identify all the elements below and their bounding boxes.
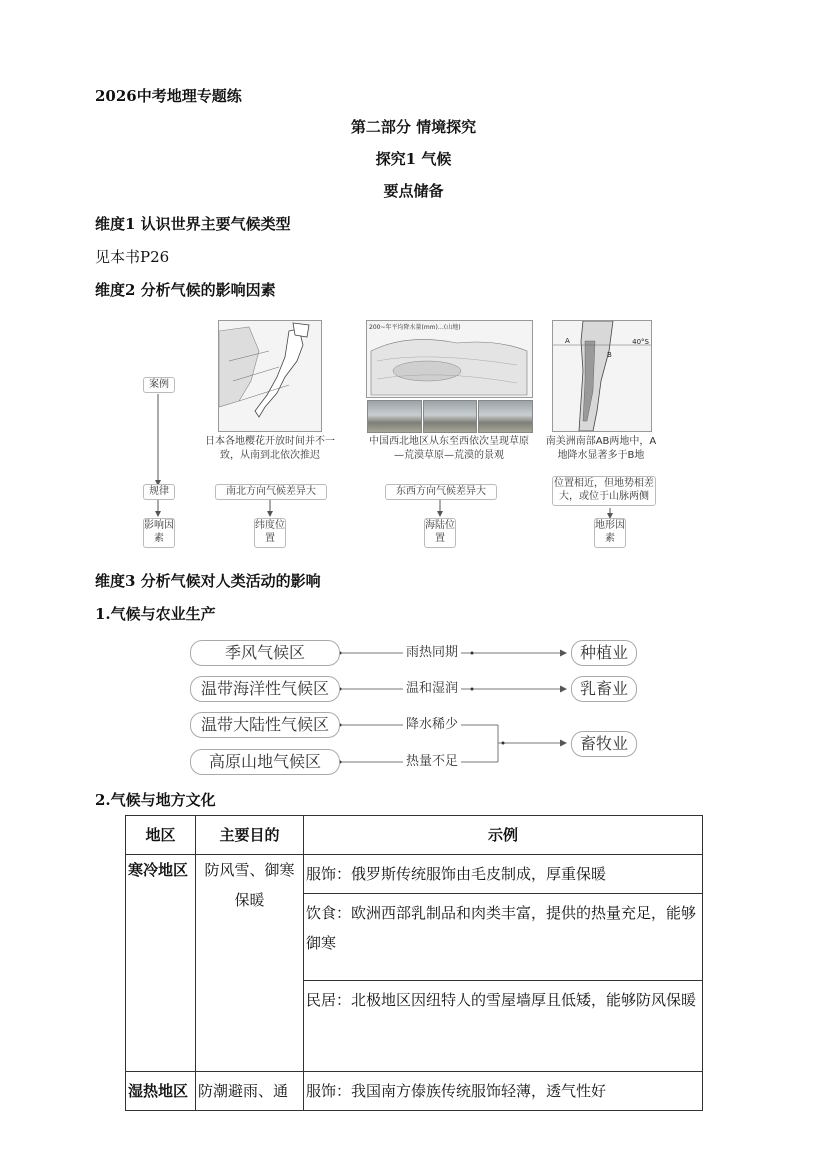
example-humid-hot-clothing: 服饰：我国南方傣族传统服饰轻薄，透气性好 <box>304 1072 703 1111</box>
south-america-factor: 地形因素 <box>594 518 626 548</box>
section-heading: 要点储备 <box>383 182 444 200</box>
region-cold: 寒冷地区 <box>126 855 196 1072</box>
header-region: 地区 <box>126 816 196 855</box>
japan-caption: 日本各地樱花开放时间并不一致，从南到北依次推迟 <box>205 436 335 461</box>
table-row <box>126 855 703 894</box>
mild-humid: 温和湿润 <box>403 681 461 697</box>
northwest-china-caption: 中国西北地区从东至西依次呈现草原—荒漠草原—荒漠的景观 <box>369 436 529 461</box>
label-factor: 影响因素 <box>143 518 175 548</box>
northwest-china-rule: 东西方向气候差异大 <box>385 484 497 500</box>
dimension-2-title: 维度2 分析气候的影响因素 <box>95 281 276 299</box>
south-america-caption: 南美洲南部AB两地中，A地降水显著多于B地 <box>545 436 657 461</box>
plateau-mountain-zone: 高原山地气候区 <box>190 749 340 775</box>
agriculture-subtitle: 1.气候与农业生产 <box>95 605 216 623</box>
table-row <box>126 1072 703 1111</box>
pastoral-farming: 畜牧业 <box>571 731 637 757</box>
header-purpose: 主要目的 <box>196 816 304 855</box>
grassland-photo <box>367 400 422 433</box>
label-case: 案例 <box>143 377 175 393</box>
northwest-china-factor: 海陆位置 <box>424 518 456 548</box>
topic-heading: 探究1 气候 <box>375 150 452 168</box>
table-header-row <box>126 816 703 855</box>
monsoon-climate-zone: 季风气候区 <box>190 640 340 666</box>
latitude-label: 40°S <box>632 338 649 346</box>
dairy-farming: 乳畜业 <box>571 676 637 702</box>
purpose-humid-hot: 防潮避雨、通 <box>196 1072 304 1111</box>
temperate-continental-zone: 温带大陆性气候区 <box>190 712 340 738</box>
japan-rule: 南北方向气候差异大 <box>215 484 327 500</box>
japan-map-drawing <box>219 321 321 431</box>
climate-culture-table <box>125 815 703 1111</box>
example-cold-housing: 民居：北极地区因纽特人的雪屋墙厚且低矮，能够防风保暖 <box>304 981 703 1072</box>
example-cold-clothing: 服饰：俄罗斯传统服饰由毛皮制成，厚重保暖 <box>304 855 703 894</box>
climate-factors-figure <box>140 318 695 558</box>
scarce-precipitation: 降水稀少 <box>403 717 461 733</box>
temperate-maritime-zone: 温带海洋性气候区 <box>190 676 340 702</box>
region-humid-hot: 湿热地区 <box>126 1072 196 1111</box>
rain-heat-synchronous: 雨热同期 <box>403 645 461 661</box>
climate-agriculture-flow <box>186 636 646 780</box>
dimension-1-reference: 见本书P26 <box>95 248 170 266</box>
japan-map <box>218 320 322 432</box>
northwest-china-map-drawing <box>367 321 532 397</box>
series-title: 2026中考地理专题练 <box>95 87 242 105</box>
insufficient-heat: 热量不足 <box>403 754 461 770</box>
desert-photo <box>478 400 533 433</box>
south-america-map <box>552 320 652 432</box>
northwest-china-map-title: 200~年平均降水量(mm)…(山地) <box>369 324 461 331</box>
northwest-china-map <box>366 320 533 398</box>
south-america-rule: 位置相近，但地势相差大，或位于山脉两侧 <box>552 476 656 506</box>
svg-text:B: B <box>607 351 612 359</box>
svg-text:A: A <box>565 337 570 345</box>
label-pattern: 规律 <box>143 484 175 500</box>
japan-factor: 纬度位置 <box>254 518 286 548</box>
desert-steppe-photo <box>423 400 477 433</box>
culture-subtitle: 2.气候与地方文化 <box>95 791 216 809</box>
purpose-cold: 防风雪、御寒保暖 <box>196 855 304 1072</box>
dimension-1-title: 维度1 认识世界主要气候类型 <box>95 215 291 233</box>
dimension-3-title: 维度3 分析气候对人类活动的影响 <box>95 572 321 590</box>
example-cold-food: 饮食：欧洲西部乳制品和肉类丰富，提供的热量充足，能够御寒 <box>304 894 703 981</box>
header-example: 示例 <box>304 816 703 855</box>
crop-farming: 种植业 <box>571 640 637 666</box>
part-heading: 第二部分 情境探究 <box>350 118 477 136</box>
